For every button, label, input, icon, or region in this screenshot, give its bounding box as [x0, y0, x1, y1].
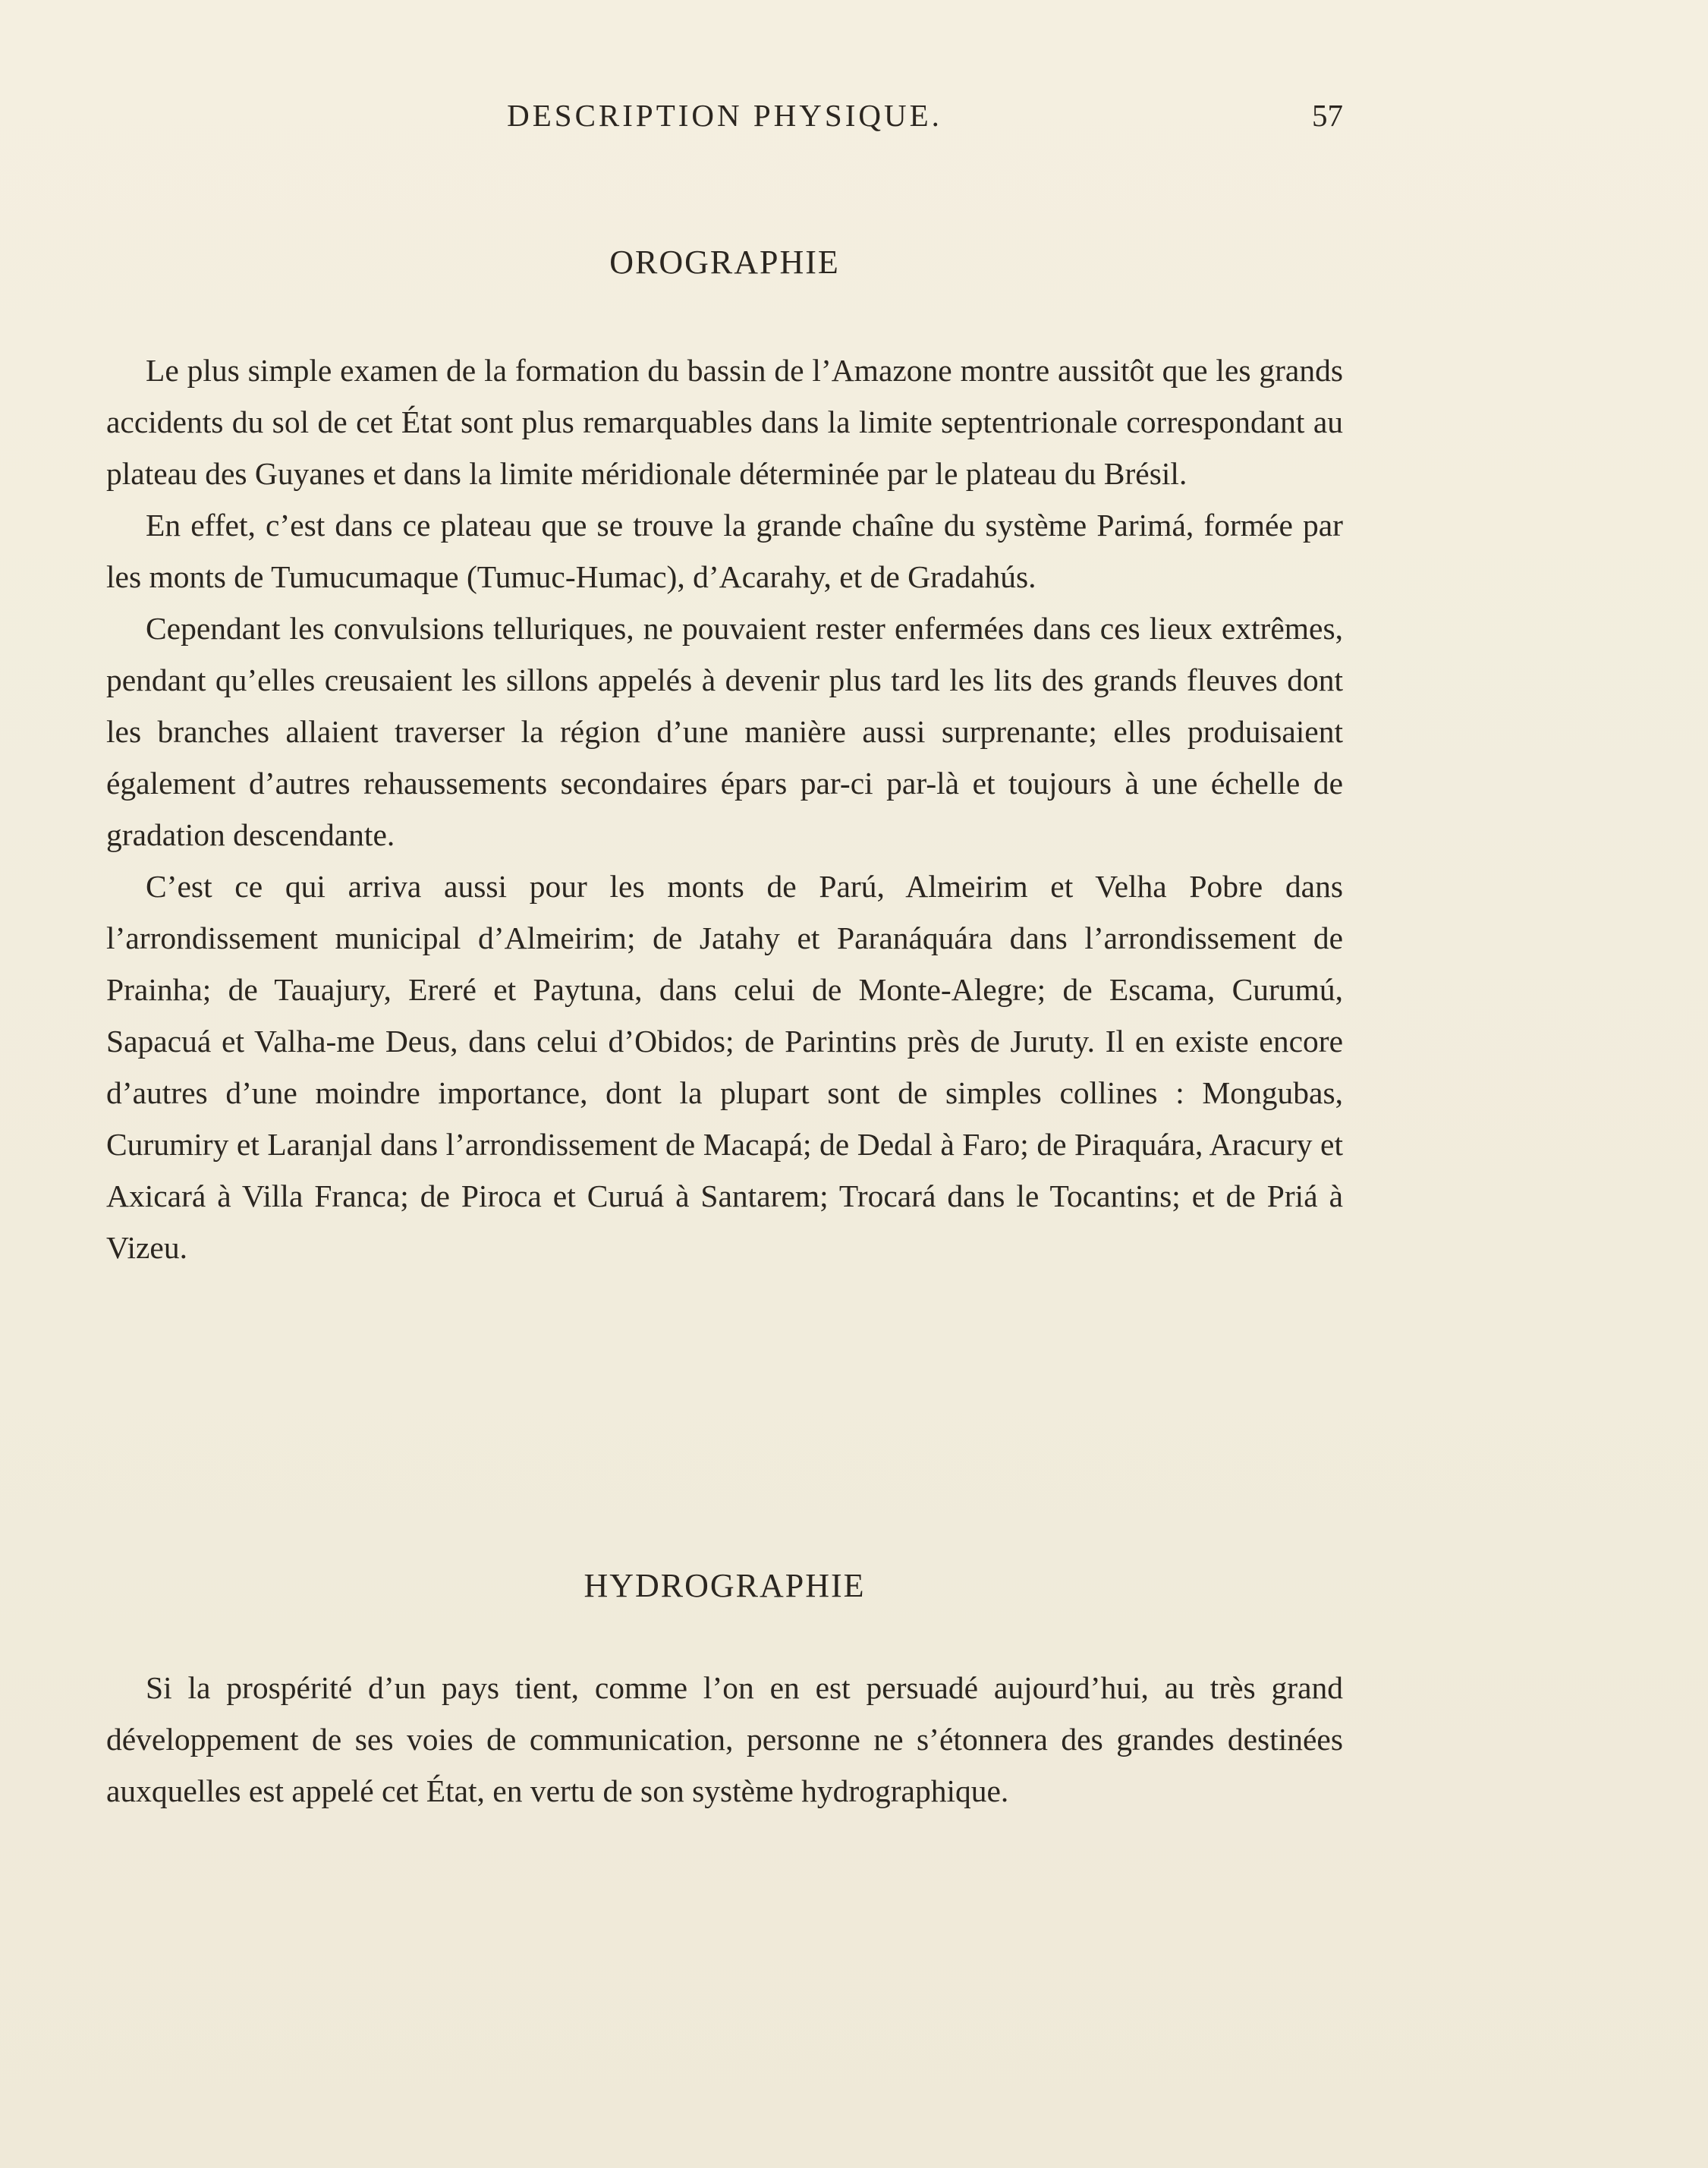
section-body-hydrographie	[106, 1662, 1343, 1817]
running-title: DESCRIPTION PHYSIQUE.	[507, 98, 942, 133]
paragraph: Cependant les convulsions telluriques, ne pouvaient rester enfermées dans ces lieux extrêmes, pendant qu’elles creusaient les sillons appelés à devenir plus tard les lits des grands fleuves dont les branches allaient traverser la région d’une manière aussi surprenante; elles produisaient également d’autres rehaussements secondaires épars par-ci par-là et toujours à une échelle de gradation descendante.	[106, 611, 1343, 852]
paragraph: Le plus simple examen de la formation du bassin de l’Amazone montre aussitôt que les grands accidents du sol de cet État sont plus remarquables dans la limite septentrionale correspondant au plateau des Guyanes et dans la limite méridionale déterminée par le plateau du Brésil.	[106, 353, 1343, 491]
section-body-orographie	[106, 345, 1343, 1273]
page-number: 57	[1312, 98, 1343, 133]
paragraph: C’est ce qui arriva aussi pour les monts de Parú, Almeirim et Velha Pobre dans l’arrondissement municipal d’Almeirim; de Jatahy et Paranáquára dans l’arrondissement de Prainha; de Tauajury, Ereré et Paytuna, dans celui de Monte-Alegre; de Escama, Curumú, Sapacuá et Valha-me Deus, dans celui d’Obidos; de Parintins près de Juruty. Il en existe encore d’autres d’une moindre importance, dont la plupart sont de simples collines : Mongubas, Curumiry et Laranjal dans l’arrondissement de Macapá; de Dedal à Faro; de Piraquára, Aracury et Axicará à Villa Franca; de Piroca et Curuá à Santarem; Trocará dans le Tocantins; et de Priá à Vizeu.	[106, 869, 1343, 1265]
paragraph: En effet, c’est dans ce plateau que se trouve la grande chaîne du système Parimá, formée par les monts de Tumucumaque (Tumuc-Humac), d’Acarahy, et de Gradahús.	[106, 508, 1343, 594]
running-head	[106, 97, 1343, 143]
paragraph: Si la prospérité d’un pays tient, comme l’on en est persuadé aujourd’hui, au très grand développement de ses voies de communication, personne ne s’étonnera des grandes destinées auxquelles est appelé cet État, en vertu de son système hydrographique.	[106, 1670, 1343, 1808]
section-heading-hydrographie: HYDROGRAPHIE	[583, 1567, 866, 1604]
section-heading-orographie: OROGRAPHIE	[609, 244, 840, 281]
